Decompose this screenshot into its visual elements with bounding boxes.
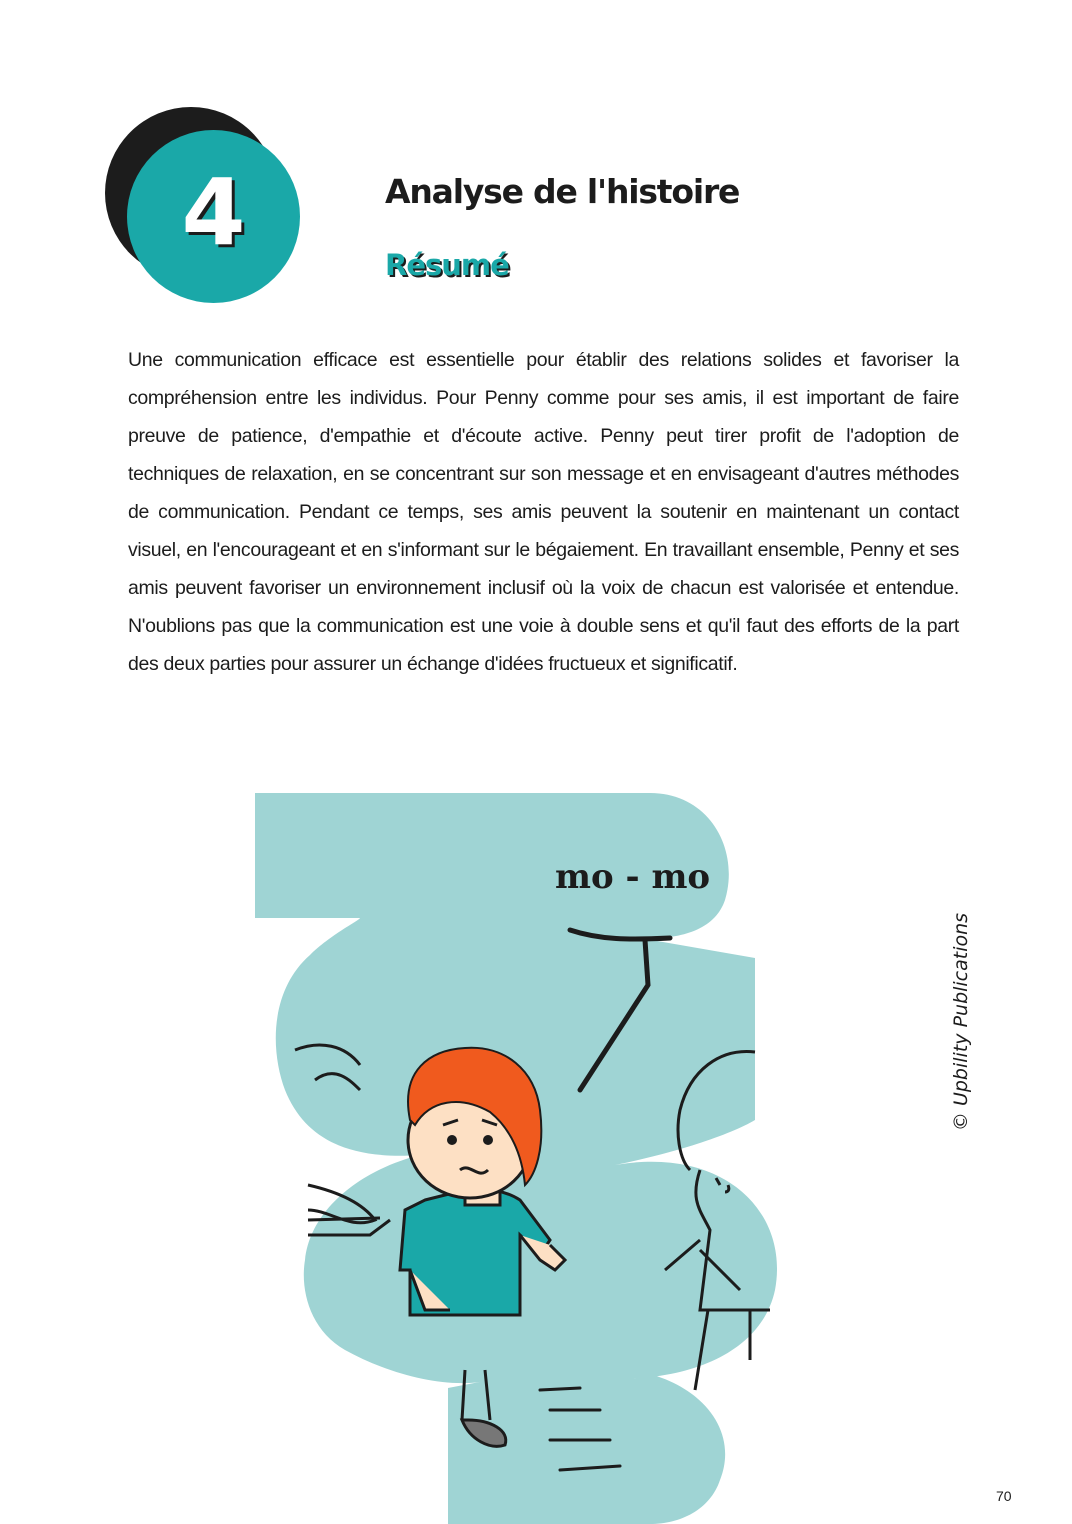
- section-title: Résumé: [385, 248, 509, 282]
- chapter-title: Analyse de l'histoire: [385, 172, 740, 211]
- summary-paragraph: Une communication efficace est essentielle pour établir des relations solides et favoriser la compréhension entre les individus. Pour Penny comme pour ses amis, il est important de faire preuve de patience, d'empathie et d'écoute active. Penny peut tirer profit de l'adoption de techniques de relaxation, en se concentrant sur son message et en envisageant d'autres méthodes de communication. Pendant ce temps, ses amis peuvent la soutenir en maintenant un contact visuel, en l'encourageant et en s'informant sur le bégaiement. En travaillant ensemble, Penny et ses amis peuvent favoriser un environnement inclusif où la voix de chacun est valorisée et entendue. N'oublions pas que la communication est une voie à double sens et qu'il faut des efforts de la part des deux parties pour assurer un échange d'idées fructueux et significatif.: [128, 349, 959, 675]
- chapter-number-badge: [105, 107, 305, 307]
- story-illustration: [250, 790, 790, 1524]
- page-number: 70: [996, 1488, 1012, 1504]
- speech-text: mo - mo: [555, 857, 711, 897]
- copyright-notice: © Upbility Publications: [950, 912, 972, 1132]
- chapter-number: 4: [181, 158, 246, 266]
